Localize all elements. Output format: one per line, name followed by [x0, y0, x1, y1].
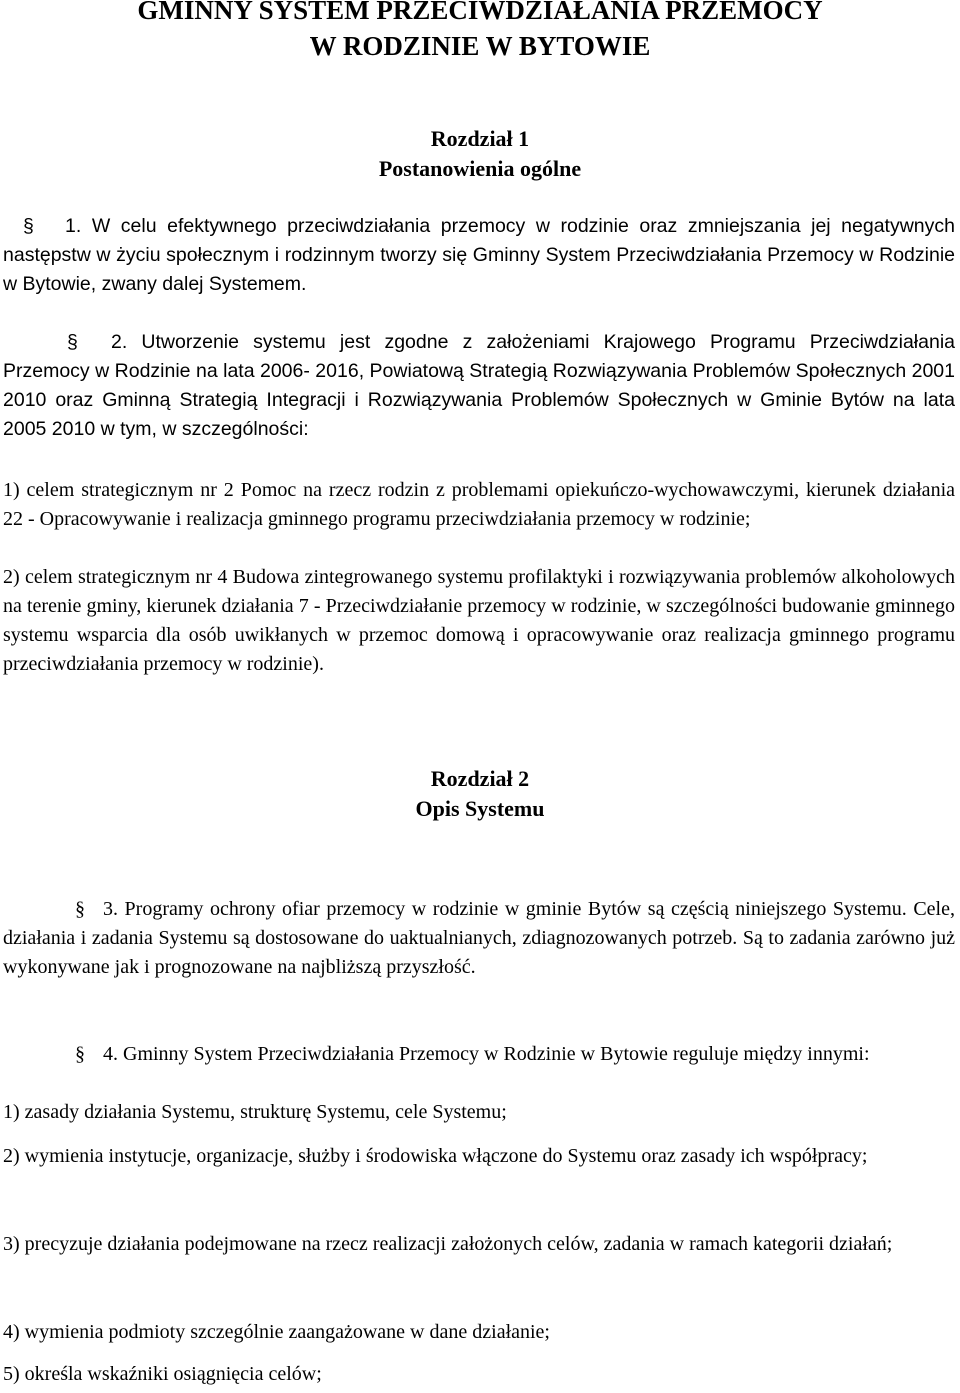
section-2-symbol: § — [67, 331, 78, 353]
section-4-item-2: 2) wymienia instytucje, organizacje, służby i środowiska włączone do Systemu oraz zasady ich współpracy; — [3, 1145, 868, 1167]
chapter-2-label: Rozdział 2 — [430, 766, 530, 791]
section-2-point-1: 1) celem strategicznym nr 2 Pomoc na rzecz rodzin z problemami opiekuńczo-wychowawczymi, kierunek działania 22 - Opracowywanie i realizacja gminnego programu przeciwdziałania przemocy w rodzinie; — [3, 479, 955, 530]
chapter-1-name: Postanowienia ogólne — [378, 156, 582, 181]
section-4-item-1: 1) zasady działania Systemu, strukturę Systemu, cele Systemu; — [3, 1101, 507, 1123]
section-4-symbol: § — [75, 1043, 85, 1065]
section-1-text: 1. W celu efektywnego przeciwdziałania przemocy w rodzinie oraz zmniejszania jej negatywnych następstw w życiu społecznym i rodzinnym tworzy się Gminny System Przeciwdziałania Przemocy w Rodzinie w Bytowie, zwany dalej Systemem. — [3, 215, 955, 295]
chapter-1-label: Rozdział 1 — [430, 126, 530, 151]
section-2-paragraph — [3, 328, 955, 444]
section-4-item-5: 5) określa wskaźniki osiągnięcia celów; — [3, 1363, 322, 1385]
section-1-symbol: § — [23, 215, 34, 237]
document-title-line-1: GMINNY SYSTEM PRZECIWDZIAŁANIA PRZEMOCY — [137, 0, 823, 25]
section-3-paragraph — [3, 895, 955, 982]
section-4-item-4: 4) wymienia podmioty szczególnie zaangażowane w dane działanie; — [3, 1321, 550, 1343]
document-title-line-2: W RODZINIE W BYTOWIE — [309, 31, 651, 61]
section-4-item-3: 3) precyzuje działania podejmowane na rzecz realizacji założonych celów, zadania w ramach kategorii działań; — [3, 1233, 893, 1255]
section-4-paragraph — [3, 1040, 955, 1069]
section-1-paragraph — [3, 212, 955, 299]
section-3-symbol: § — [75, 898, 85, 920]
section-4-text: 4. Gminny System Przeciwdziałania Przemocy w Rodzinie w Bytowie reguluje między innymi: — [103, 1043, 870, 1065]
section-2-point-2: 2) celem strategicznym nr 4 Budowa zintegrowanego systemu profilaktyki i rozwiązywania problemów alkoholowych na terenie gminy, kierunek działania 7 - Przeciwdziałanie przemocy w rodzinie, w szczególności budowanie gminnego systemu wsparcia dla osób uwikłanych w przemoc domową i opracowywanie oraz realizacja gminnego programu przeciwdziałania przemocy w rodzinie). — [3, 566, 955, 675]
chapter-2-name: Opis Systemu — [415, 796, 545, 821]
section-2-text: 2. Utworzenie systemu jest zgodne z założeniami Krajowego Programu Przeciwdziałania Przemocy w Rodzinie na lata 2006- 2016, Powiatową Strategią Rozwiązywania Problemów Społecznych 2001 2010 oraz Gminną Strategią Integracji i Rozwiązywania Problemów Społecznych w Gminie Bytów na lata 2005 2010 w tym, w szczególności: — [3, 331, 955, 440]
section-3-text: 3. Programy ochrony ofiar przemocy w rodzinie w gminie Bytów są częścią niniejszego Systemu. Cele, działania i zadania Systemu są dostosowane do uaktualnianych, zdiagnozowanych potrzeb. Są to zadania zarówno już wykonywane jak i prognozowane na najbliższą przyszłość. — [3, 898, 955, 978]
